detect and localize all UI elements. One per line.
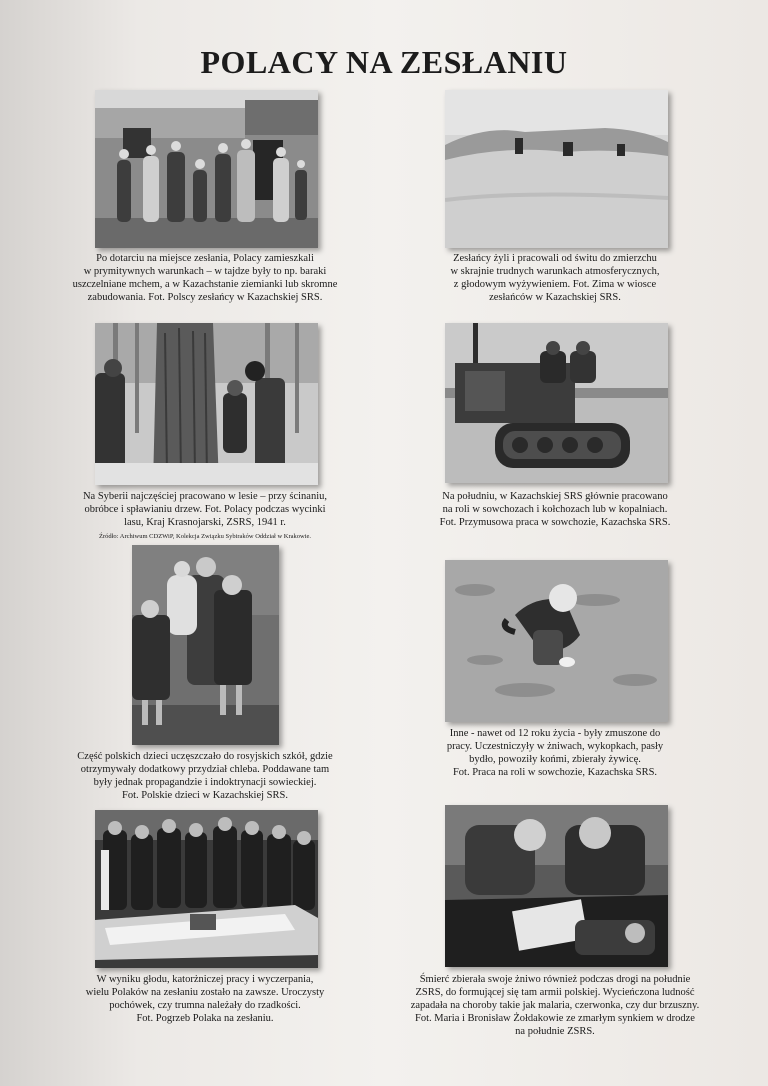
- caption-tree-felling: Na Syberii najczęściej pracowano w lesie – przy ścinaniu, obróbce i spławianiu drzew. Fot. Polacy podczas wycinki lasu, Kraj Krasnojarski, ZSRS, 1941 r.: [82, 491, 328, 528]
- photo-settlers-by-hut: [95, 90, 318, 248]
- photo-funeral: [95, 810, 318, 968]
- caption-settlers-by-hut: Po dotarciu na miejsce zesłania, Polacy zamieszkali w prymitywnych warunkach – w tajdze były to np. baraki uszczelniane mchem, a w Kazachstanie ziemianki lub skromne zabudowania. Fot. Polscy zesłańcy w Kazachskiej SRS.: [72, 253, 338, 303]
- source-credit: Źródło: Archiwum CDZWiP, Kolekcja Związku Sybiraków Oddział w Krakowie.: [98, 533, 312, 540]
- photo-tree-felling: [95, 323, 318, 485]
- caption-tractor: Na południu, w Kazachskiej SRS głównie pracowano na roli w sowchozach i kołchozach lub w kopalniach. Fot. Przymusowa praca w sowchozie, Kazachska SRS.: [439, 491, 671, 528]
- caption-children: Część polskich dzieci uczęszczało do rosyjskich szkół, gdzie otrzymywały dodatkowy przydział chleba. Poddawane tam były jednak propagandzie i indoktrynacji sowieckiej. Fot. Polskie dzieci w Kazachskiej SRS.: [77, 751, 333, 801]
- photo-child-field-work: [445, 560, 668, 722]
- photo-children: [132, 545, 279, 745]
- photo-tractor: [445, 323, 668, 483]
- caption-winter-village: Zesłańcy żyli i pracowali od świtu do zmierzchu w skrajnie trudnych warunkach atmosferycznych, z głodowym wyżywieniem. Fot. Zima w wiosce zesłańców w Kazachskiej SRS.: [450, 253, 660, 303]
- photo-mourning-parents: [445, 805, 668, 967]
- page-title: POLACY NA ZESŁANIU: [200, 44, 568, 80]
- caption-child-field-work: Inne - nawet od 12 roku życia - były zmuszone do pracy. Uczestniczyły w żniwach, wykopkach, pasły bydło, powoziły końmi, zbierały żywicę. Fot. Praca na roli w sowchozie, Kazachska SRS.: [446, 728, 664, 778]
- caption-funeral: W wyniku głodu, katorżniczej pracy i wyczerpania, wielu Polaków na zesłaniu zostało na zawsze. Uroczysty pochówek, czy trumna należały do rzadkości. Fot. Pogrzeb Polaka na zesłaniu.: [85, 974, 325, 1024]
- photo-winter-village: [445, 90, 668, 248]
- caption-mourning-parents: Śmierć zbierała swoje żniwo również podczas drogi na południe ZSRS, do formującej się tam armii polskiej. Wycieńczona ludność zapadała na choroby takie jak malaria, czerwonka, czy dur brzuszny. Fot. Maria i Bronisław Żołdakowie ze zmarłym synkiem w drodze na południe ZSRS.: [410, 974, 700, 1037]
